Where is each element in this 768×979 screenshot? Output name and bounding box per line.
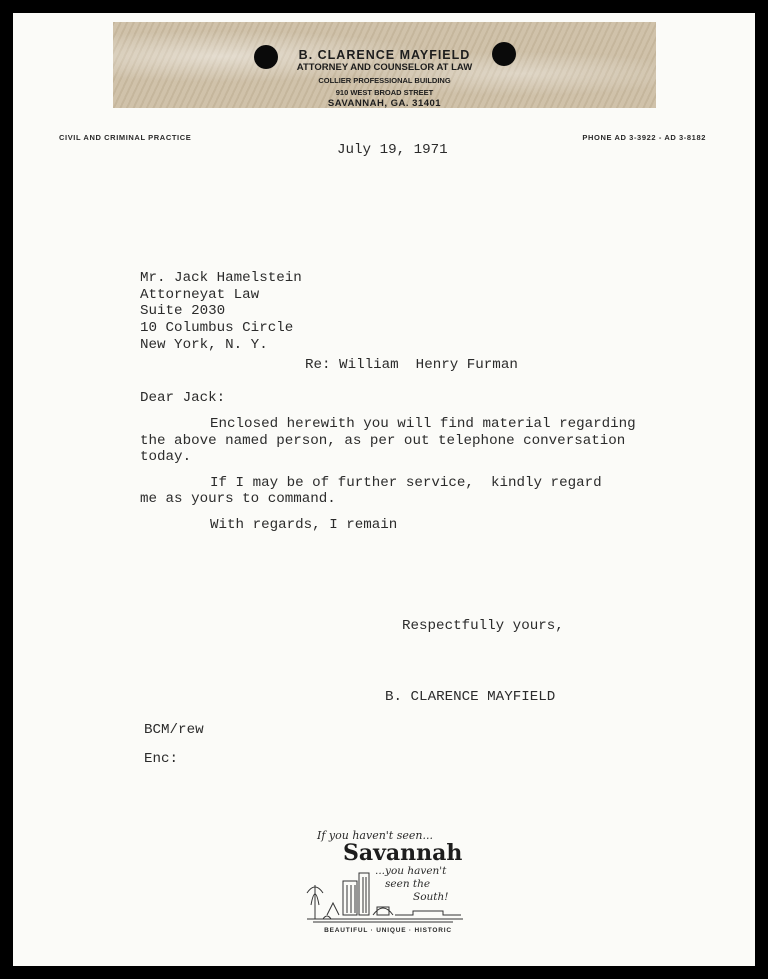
- letterhead-title: ATTORNEY AND COUNSELOR AT LAW: [296, 62, 473, 73]
- letterhead-city: SAVANNAH, GA. 31401: [327, 98, 442, 109]
- logo-tagline: BEAUTIFUL · UNIQUE · HISTORIC: [324, 927, 452, 934]
- practice-label: CIVIL AND CRIMINAL PRACTICE: [59, 133, 192, 142]
- enclosure-notation: Enc:: [144, 751, 179, 767]
- reference-initials: BCM/rew: [144, 722, 204, 738]
- recipient-line: Attorneyat Law: [140, 287, 260, 303]
- recipient-line: Mr. Jack Hamelstein: [140, 270, 302, 286]
- letterhead-name: B. CLARENCE MAYFIELD: [298, 48, 471, 62]
- paragraph-line: today.: [140, 449, 192, 465]
- logo-line-2: Savannah: [343, 840, 463, 866]
- recipient-line: New York, N. Y.: [140, 337, 268, 353]
- subject-line: Re: William Henry Furman: [305, 357, 518, 373]
- phone-label: PHONE AD 3-3922 - AD 3-8182: [582, 133, 706, 142]
- letterhead-building: COLLIER PROFESSIONAL BUILDING: [318, 76, 451, 85]
- paragraph-line: me as yours to command.: [140, 491, 336, 507]
- body-paragraph-3: With regards, I remain: [210, 517, 398, 533]
- recipient-line: Suite 2030: [140, 303, 226, 319]
- signature-name: B. CLARENCE MAYFIELD: [385, 689, 556, 705]
- paragraph-line: Enclosed herewith you will find material regarding: [210, 416, 636, 432]
- salutation: Dear Jack:: [140, 390, 226, 406]
- letterhead-street: 910 WEST BROAD STREET: [335, 88, 434, 97]
- letterhead-banner: [113, 22, 656, 108]
- logo-line-4: seen the: [385, 878, 431, 890]
- logo-line-3: ...you haven't: [375, 865, 447, 877]
- paragraph-line: the above named person, as per out telephone conversation: [140, 433, 626, 449]
- complimentary-closing: Respectfully yours,: [402, 618, 564, 634]
- savannah-logo: [303, 823, 473, 938]
- recipient-line: 10 Columbus Circle: [140, 320, 294, 336]
- logo-line-1: If you haven't seen...: [317, 829, 433, 842]
- paragraph-line: If I may be of further service, kindly regard: [210, 475, 602, 491]
- letter-date: July 19, 1971: [337, 142, 448, 158]
- letter-page: [13, 13, 755, 966]
- logo-line-5: South!: [413, 891, 449, 903]
